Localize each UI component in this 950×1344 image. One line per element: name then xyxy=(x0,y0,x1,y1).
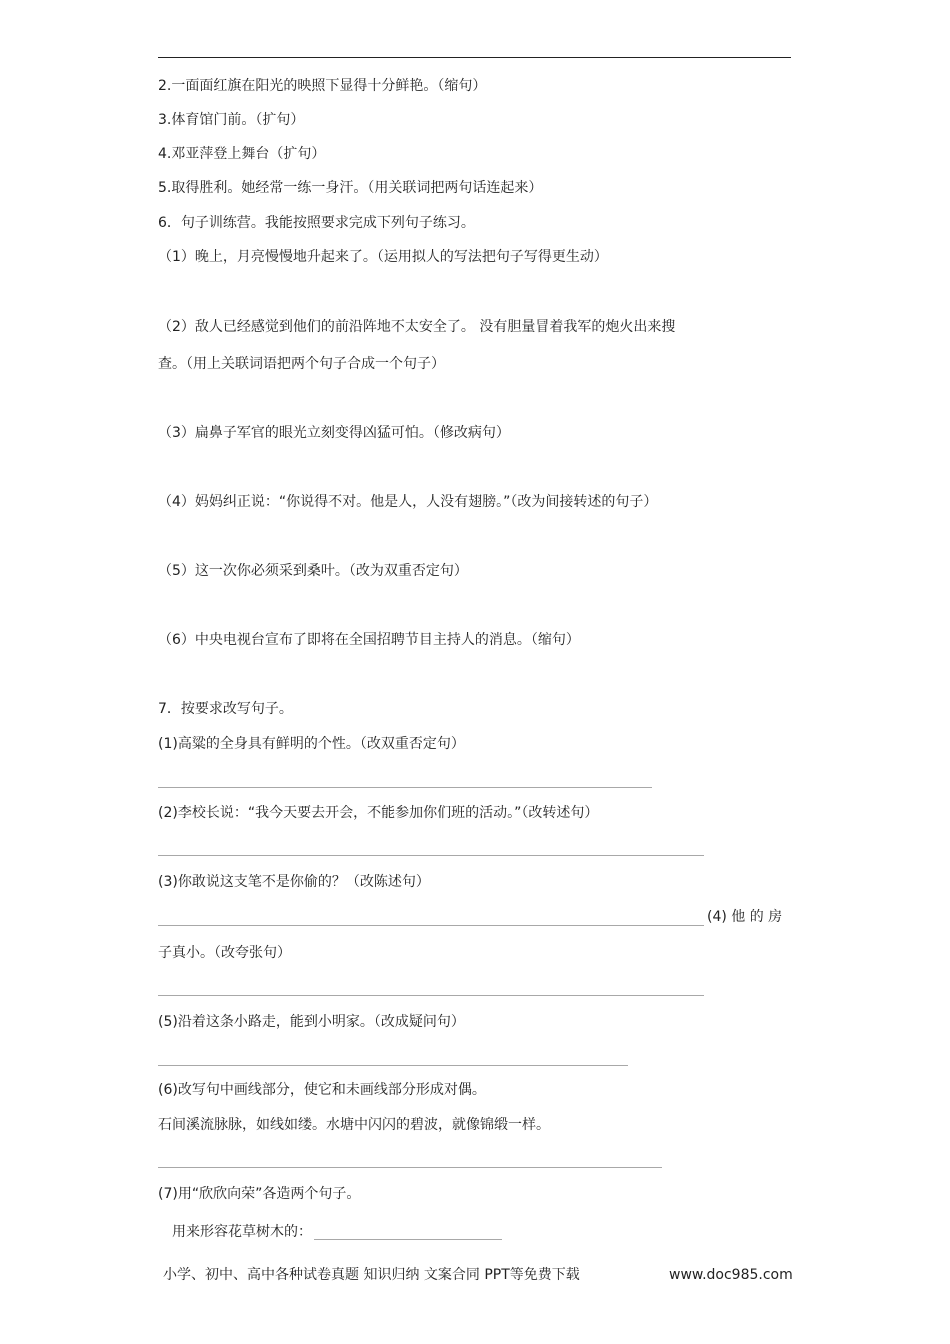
question-7-item-5: (5)沿着这条小路走，能到小明家。（改成疑问句） xyxy=(158,1014,465,1030)
footer-text: 小学、初中、高中各种试卷真题 知识归纳 文案合同 PPT等免费下载 xyxy=(163,1267,580,1283)
question-4: 4.邓亚萍登上舞台（扩句） xyxy=(158,146,326,162)
answer-line-7-7 xyxy=(314,1225,502,1240)
question-6-item-2: （2）敌人已经感觉到他们的前沿阵地不太安全了。 没有胆量冒着我军的炮火出来搜 xyxy=(158,319,676,335)
header-rule xyxy=(158,57,791,58)
question-7-item-1: (1)高粱的全身具有鲜明的个性。（改双重否定句） xyxy=(158,736,465,752)
question-3: 3.体育馆门前。（扩句） xyxy=(158,112,305,128)
question-6-item-6: （6）中央电视台宣布了即将在全国招聘节目主持人的消息。（缩句） xyxy=(158,632,580,648)
question-5: 5.取得胜利。她经常一练一身汗。（用关联词把两句话连起来） xyxy=(158,180,543,196)
answer-line-7-3 xyxy=(158,925,704,926)
answer-line-7-1 xyxy=(158,787,652,788)
answer-line-7-4 xyxy=(158,995,704,996)
footer-website: www.doc985.com xyxy=(669,1267,793,1283)
question-7-item-7: (7)用“欣欣向荣”各造两个句子。 xyxy=(158,1186,361,1202)
question-7-item-4-start: (4) 他 的 房 xyxy=(707,909,783,925)
question-7-item-6: (6)改写句中画线部分，使它和未画线部分形成对偶。 xyxy=(158,1082,486,1098)
question-6-item-3: （3）扁鼻子军官的眼光立刻变得凶猛可怕。（修改病句） xyxy=(158,425,510,441)
question-7-title: 7．按要求改写句子。 xyxy=(158,701,293,717)
question-6-item-4: （4）妈妈纠正说：“你说得不对。他是人，人没有翅膀。”（改为间接转述的句子） xyxy=(158,494,658,510)
question-7-item-7-sub-label: 用来形容花草树木的： xyxy=(172,1224,312,1240)
question-6-item-2-cont: 查。（用上关联词语把两个句子合成一个句子） xyxy=(158,356,445,372)
answer-line-7-2 xyxy=(158,855,704,856)
question-6-item-1: （1）晚上，月亮慢慢地升起来了。（运用拟人的写法把句子写得更生动） xyxy=(158,249,608,265)
question-7-item-6-text: 石间溪流脉脉，如线如缕。水塘中闪闪的碧波，就像锦缎一样。 xyxy=(158,1117,550,1133)
answer-line-7-6 xyxy=(158,1167,662,1168)
question-7-item-3: (3)你敢说这支笔不是你偷的？（改陈述句） xyxy=(158,874,430,890)
question-7-item-7-sub xyxy=(172,1223,502,1241)
question-2: 2.一面面红旗在阳光的映照下显得十分鲜艳。（缩句） xyxy=(158,78,487,94)
question-7-item-4-end: 子真小。（改夸张句） xyxy=(158,945,291,961)
question-6-item-5: （5）这一次你必须采到桑叶。（改为双重否定句） xyxy=(158,563,468,579)
answer-line-7-5 xyxy=(158,1065,628,1066)
question-7-item-2: (2)李校长说：“我今天要去开会，不能参加你们班的活动。”（改转述句） xyxy=(158,805,599,821)
question-6-title: 6．句子训练营。我能按照要求完成下列句子练习。 xyxy=(158,215,475,231)
